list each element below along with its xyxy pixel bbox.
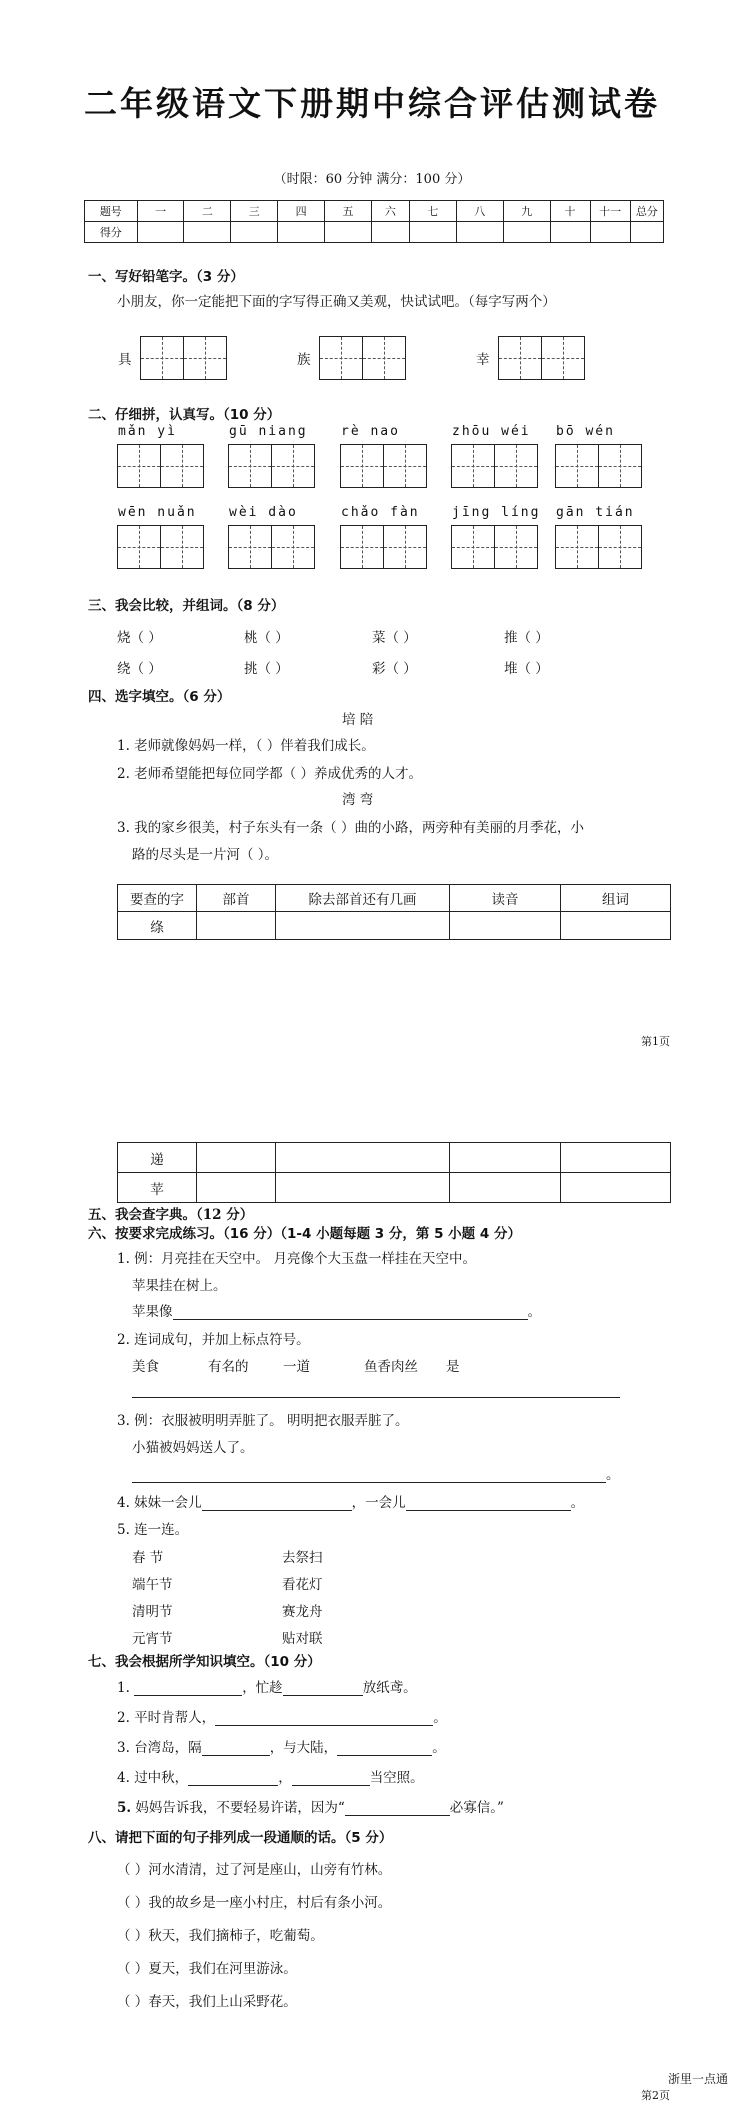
writing-cell[interactable] [499, 337, 542, 379]
prompt-text: ，一会儿 [351, 1495, 406, 1511]
ordering-item[interactable]: （ ）夏天，我们在河里游泳。 [117, 1961, 297, 1977]
dict-header-cell: 部首 [197, 885, 276, 912]
score-input-cell[interactable] [231, 222, 278, 243]
pinyin-label: chǎo fàn [341, 505, 420, 520]
prompt-text: 台湾岛，隔 [134, 1740, 202, 1756]
question-number: 5. [117, 1800, 132, 1816]
prompt-text: 4. 妹妹一会儿 [117, 1495, 202, 1511]
compare-item[interactable]: 彩（ ） [372, 661, 417, 677]
page-title: 二年级语文下册期中综合评估测试卷 [84, 84, 660, 123]
writing-cell[interactable] [556, 526, 599, 568]
guide-line-v [516, 526, 517, 568]
guide-line-v [293, 526, 294, 568]
compare-item[interactable]: 菜（ ） [372, 630, 417, 646]
answer-blank[interactable] [202, 1741, 270, 1756]
writing-cell[interactable] [542, 337, 584, 379]
writing-cell[interactable] [384, 526, 426, 568]
prompt-text: 过中秋， [134, 1770, 189, 1786]
answer-blank[interactable] [345, 1801, 450, 1816]
section-3-heading: 三、我会比较，并组词。（8 分） [88, 598, 285, 614]
writing-cell[interactable] [495, 445, 537, 487]
prompt-text: 平时肯帮人， [134, 1710, 216, 1726]
score-header-cell: 十一 [590, 201, 630, 222]
section-8-heading: 八、请把下面的句子排列成一段通顺的话。（5 分） [88, 1830, 393, 1846]
match-left-item[interactable]: 元宵节 [132, 1631, 173, 1647]
match-right-item[interactable]: 看花灯 [282, 1577, 323, 1593]
answer-line-row: 。 [132, 1463, 620, 1483]
model-char: 具 [118, 352, 132, 368]
guide-line-v [182, 445, 183, 487]
writing-cell[interactable] [341, 526, 384, 568]
prompt-text: ，与大陆， [269, 1740, 338, 1756]
pinyin-label: gū niang [229, 424, 308, 439]
question-7-4: 4. 过中秋， ， 当空照。 [117, 1770, 424, 1786]
dict-char: 苹 [118, 1173, 197, 1203]
answer-blank[interactable] [283, 1681, 363, 1696]
score-header-cell: 三 [231, 201, 278, 222]
match-right-item[interactable]: 贴对联 [282, 1631, 323, 1647]
score-header-cell: 十 [550, 201, 590, 222]
writing-cell[interactable] [341, 445, 384, 487]
score-input-cell[interactable] [137, 222, 184, 243]
prompt-text: 苹果像 [132, 1304, 173, 1320]
score-input-cell[interactable] [371, 222, 409, 243]
answer-line[interactable] [132, 1397, 620, 1398]
dict-header-cell: 读音 [450, 885, 561, 912]
answer-blank[interactable] [406, 1496, 571, 1511]
compare-item[interactable]: 挑（ ） [244, 661, 289, 677]
score-input-cell[interactable] [456, 222, 503, 243]
question-4-3b: 路的尽头是一片河（ ）。 [132, 847, 279, 863]
answer-blank[interactable] [202, 1496, 352, 1511]
pinyin-label: wèi dào [229, 505, 298, 520]
writing-grid[interactable] [451, 444, 538, 488]
time-limit: （时限：60 分钟 满分：100 分） [273, 172, 471, 187]
score-header-cell: 七 [409, 201, 456, 222]
writing-cell[interactable] [161, 445, 203, 487]
section-4-heading: 四、选字填空。（6 分） [88, 689, 231, 705]
writing-grid[interactable] [555, 444, 642, 488]
answer-blank[interactable] [292, 1771, 370, 1786]
writing-grid[interactable] [117, 525, 204, 569]
match-right-item[interactable]: 去祭扫 [282, 1550, 323, 1566]
writing-grid[interactable] [228, 444, 315, 488]
writing-cell[interactable] [599, 445, 641, 487]
question-7-2: 2. 平时肯帮人， 。 [117, 1710, 447, 1726]
score-table [84, 200, 664, 243]
writing-cell[interactable] [320, 337, 363, 379]
word-chip: 一道 [283, 1359, 310, 1375]
guide-line-v [620, 445, 621, 487]
writing-cell[interactable] [118, 445, 161, 487]
prompt-text: 妈妈告诉我，不要轻易许诺，因为“ [135, 1800, 345, 1816]
pinyin-label: wēn nuǎn [118, 505, 197, 520]
question-4-2: 2. 老师希望能把每位同学都（ ）养成优秀的人才。 [117, 766, 422, 782]
guide-line-v [182, 526, 183, 568]
answer-blank[interactable] [134, 1681, 242, 1696]
dict-header-cell: 要查的字 [118, 885, 197, 912]
pinyin-label: gān tián [556, 505, 635, 520]
section-2-heading: 二、仔细拼，认真写。（10 分） [88, 407, 281, 423]
guide-line-v [405, 526, 406, 568]
score-input-cell[interactable] [409, 222, 456, 243]
pinyin-label: jīng líng [452, 505, 541, 520]
writing-cell[interactable] [229, 526, 272, 568]
guide-line-v [362, 445, 363, 487]
writing-cell[interactable] [272, 526, 314, 568]
writing-grid[interactable] [228, 525, 315, 569]
question-7-3: 3. 台湾岛，隔 ，与大陆， 。 [117, 1740, 446, 1756]
writing-grid[interactable] [555, 525, 642, 569]
question-6-3a: 小猫被妈妈送人了。 [132, 1440, 254, 1456]
ordering-item[interactable]: （ ）春天，我们上山采野花。 [117, 1994, 297, 2010]
dict-header-cell: 组词 [561, 885, 671, 912]
model-char: 族 [297, 352, 311, 368]
word-chip: 是 [446, 1359, 460, 1375]
writing-cell[interactable] [272, 445, 314, 487]
guide-line-v [516, 445, 517, 487]
section-6-heading: 六、按要求完成练习。（16 分）（1-4 小题每题 3 分，第 5 小题 4 分） [88, 1226, 521, 1242]
question-number: 1. [117, 1680, 130, 1696]
writing-grid[interactable] [451, 525, 538, 569]
pinyin-label: mǎn yì [118, 424, 177, 439]
score-header-cell: 六 [371, 201, 409, 222]
match-left-item[interactable]: 端午节 [132, 1577, 173, 1593]
question-6-1: 1. 例：月亮挂在天空中。 月亮像个大玉盘一样挂在天空中。 [117, 1251, 476, 1267]
writing-grid[interactable] [340, 525, 427, 569]
model-char: 幸 [476, 352, 490, 368]
ordering-item[interactable]: （ ）秋天，我们摘柿子，吃葡萄。 [117, 1928, 324, 1944]
guide-line-v [577, 445, 578, 487]
guide-line-v [341, 337, 342, 379]
writing-cell[interactable] [452, 526, 495, 568]
guide-line-v [405, 445, 406, 487]
answer-blank[interactable] [337, 1741, 432, 1756]
score-header-cell: 题号 [85, 201, 138, 222]
guide-line-v [162, 337, 163, 379]
section-1-intro: 小朋友，你一定能把下面的字写得正确又美观，快试试吧。（每字写两个） [117, 294, 556, 310]
choice-options-2: 湾 弯 [342, 792, 374, 808]
dict-char: 递 [118, 1143, 197, 1173]
question-7-5 [117, 1796, 504, 1816]
question-7-1 [117, 1676, 417, 1696]
compare-item[interactable]: 堆（ ） [504, 661, 549, 677]
dictionary-table-part2 [117, 1142, 671, 1203]
score-input-cell[interactable] [630, 222, 663, 243]
writing-cell[interactable] [495, 526, 537, 568]
match-left-item[interactable]: 清明节 [132, 1604, 173, 1620]
writing-cell[interactable] [556, 445, 599, 487]
guide-line-v [577, 526, 578, 568]
section-5-heading: 五、我会查字典。（12 分） [88, 1207, 254, 1223]
writing-grid[interactable] [340, 444, 427, 488]
guide-line-v [205, 337, 206, 379]
writing-grid[interactable] [140, 336, 227, 380]
answer-blank[interactable] [173, 1305, 528, 1320]
pinyin-label: rè nao [341, 424, 400, 439]
compare-item[interactable]: 推（ ） [504, 630, 549, 646]
question-6-4: 4. 妹妹一会儿 ，一会儿 。 [117, 1495, 585, 1511]
watermark: 浙里一点通 [668, 2072, 729, 2086]
score-input-cell[interactable] [184, 222, 231, 243]
choice-options-1: 培 陪 [342, 712, 374, 728]
answer-blank[interactable] [188, 1771, 278, 1786]
dictionary-table-part1 [117, 884, 671, 940]
writing-cell[interactable] [452, 445, 495, 487]
ordering-item[interactable]: （ ）我的故乡是一座小村庄，村后有条小河。 [117, 1895, 392, 1911]
guide-line-v [250, 526, 251, 568]
score-header-cell: 八 [456, 201, 503, 222]
writing-grid[interactable] [498, 336, 585, 380]
guide-line-v [620, 526, 621, 568]
guide-line-v [139, 445, 140, 487]
guide-line-v [139, 526, 140, 568]
score-input-cell[interactable] [503, 222, 550, 243]
writing-cell[interactable] [363, 337, 405, 379]
guide-line-v [563, 337, 564, 379]
question-6-2: 2. 连词成句，并加上标点符号。 [117, 1332, 310, 1348]
guide-line-v [250, 445, 251, 487]
score-input-cell[interactable] [325, 222, 372, 243]
guide-line-v [293, 445, 294, 487]
dict-header-cell: 除去部首还有几画 [276, 885, 450, 912]
compare-item[interactable]: 烧（ ） [117, 630, 162, 646]
score-input-cell[interactable] [550, 222, 590, 243]
guide-line-v [362, 526, 363, 568]
question-number: 3. [117, 1740, 130, 1756]
ordering-item[interactable]: （ ）河水清清，过了河是座山，山旁有竹林。 [117, 1862, 392, 1878]
compare-item[interactable]: 桃（ ） [244, 630, 289, 646]
guide-line-v [520, 337, 521, 379]
prompt-text: ，忙趁 [242, 1680, 283, 1696]
writing-cell[interactable] [161, 526, 203, 568]
pinyin-label: zhōu wéi [452, 424, 531, 439]
pinyin-label: bō wén [556, 424, 615, 439]
match-left-item[interactable]: 春 节 [132, 1550, 164, 1566]
writing-cell[interactable] [141, 337, 184, 379]
writing-cell[interactable] [118, 526, 161, 568]
question-6-5: 5. 连一连。 [117, 1522, 189, 1538]
score-input-cell[interactable] [590, 222, 630, 243]
writing-grid[interactable] [117, 444, 204, 488]
question-number: 2. [117, 1710, 130, 1726]
writing-cell[interactable] [229, 445, 272, 487]
dict-char: 绦 [118, 912, 197, 940]
score-header-cell: 一 [137, 201, 184, 222]
answer-blank[interactable] [215, 1711, 433, 1726]
compare-item[interactable]: 绕（ ） [117, 661, 162, 677]
section-1-heading: 一、写好铅笔字。（3 分） [88, 269, 244, 285]
score-row-label: 得分 [85, 222, 138, 243]
score-header-cell: 二 [184, 201, 231, 222]
question-6-3: 3. 例：衣服被明明弄脏了。 明明把衣服弄脏了。 [117, 1413, 409, 1429]
question-6-1a: 苹果挂在树上。 [132, 1278, 227, 1294]
prompt-text: 放纸鸢。 [362, 1680, 417, 1696]
score-header-cell: 九 [503, 201, 550, 222]
guide-line-v [473, 526, 474, 568]
word-chip: 有名的 [208, 1359, 249, 1375]
writing-cell[interactable] [599, 526, 641, 568]
page-number-2: 第2页 [641, 2089, 670, 2102]
writing-grid[interactable] [319, 336, 406, 380]
guide-line-v [473, 445, 474, 487]
word-chip: 美食 [132, 1359, 159, 1375]
section-7-heading: 七、我会根据所学知识填空。（10 分） [88, 1654, 321, 1670]
question-4-1: 1. 老师就像妈妈一样，（ ）伴着我们成长。 [117, 738, 375, 754]
score-input-cell[interactable] [278, 222, 325, 243]
match-right-item[interactable]: 赛龙舟 [282, 1604, 323, 1620]
prompt-text: 当空照。 [369, 1770, 424, 1786]
writing-cell[interactable] [384, 445, 426, 487]
question-6-1b: 苹果像 。 [132, 1304, 541, 1320]
prompt-text: 必寡信。” [449, 1800, 504, 1816]
page-number-1: 第1页 [641, 1035, 670, 1048]
writing-cell[interactable] [184, 337, 226, 379]
guide-line-v [384, 337, 385, 379]
score-header-cell: 四 [278, 201, 325, 222]
question-number: 4. [117, 1770, 130, 1786]
question-4-3a: 3. 我的家乡很美，村子东头有一条（ ）曲的小路，两旁种有美丽的月季花，小 [117, 820, 584, 836]
score-header-cell: 五 [325, 201, 372, 222]
word-chip: 鱼香肉丝 [364, 1359, 418, 1375]
score-header-cell: 总分 [630, 201, 663, 222]
answer-line[interactable] [132, 1468, 606, 1483]
